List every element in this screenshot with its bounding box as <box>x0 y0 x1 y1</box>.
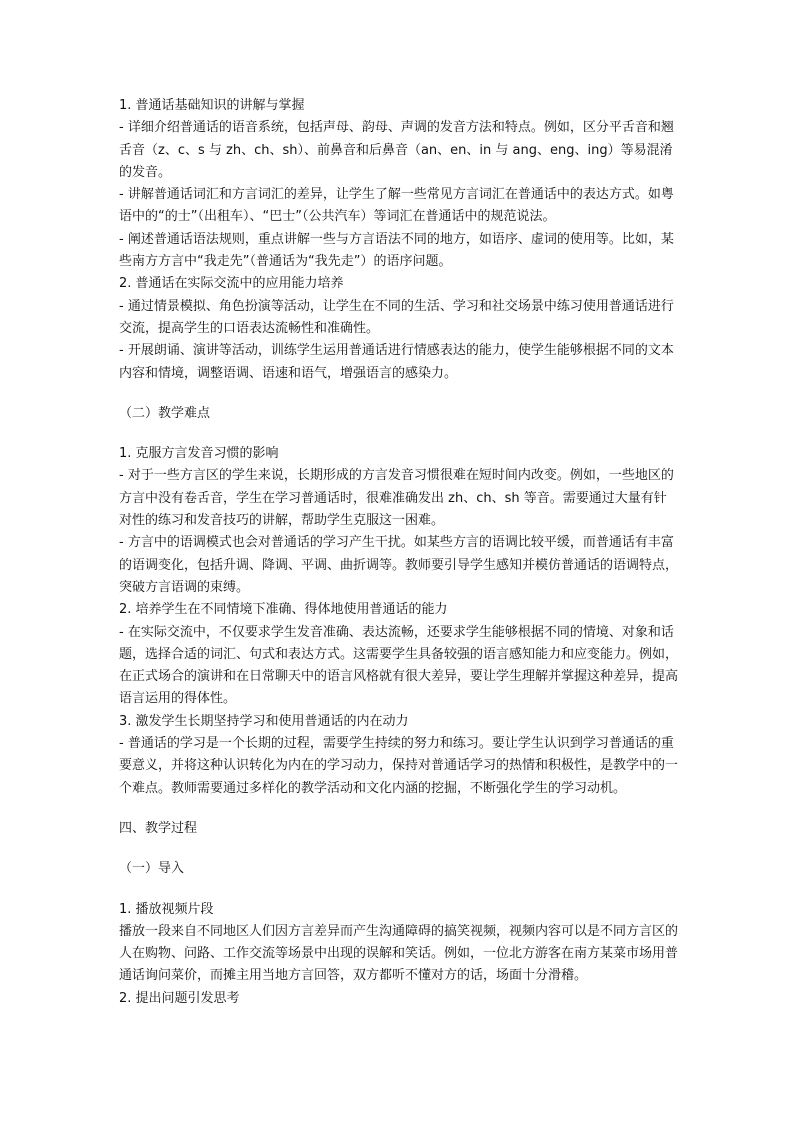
paragraph: 1. 播放视频片段 <box>119 901 214 917</box>
paragraph: 3. 激发学生长期坚持学习和使用普通话的内在动力 <box>119 713 409 729</box>
spacer <box>119 840 679 858</box>
paragraph: - 在实际交流中，不仅要求学生发音准确、表达流畅，还要求学生能够根据不同的情境、对象和话题，选择合适的词汇、句式和表达方式。这需要学生具备较强的语言感知能力和应变能力。例如，在正式场合的演讲和在日常聊天中的语言风格就有很大差异，要让学生理解并掌握这种差异，提高语言运用的得体性。 <box>119 624 679 707</box>
paragraph: 播放一段来自不同地区人们因方言差异而产生沟通障碍的搞笑视频，视频内容可以是不同方言区的人在购物、问路、工作交流等场景中出现的误解和笑话。例如，一位北方游客在南方某菜市场用普通话询问菜价，而摊主用当地方言回答，双方都听不懂对方的话，场面十分滑稽。 <box>119 923 679 984</box>
paragraph: - 阐述普通话语法规则，重点讲解一些与方言语法不同的地方，如语序、虚词的使用等。比如，某些南方方言中“我走先”（普通话为“我先走”）的语序问题。 <box>119 231 674 270</box>
spacer <box>119 385 679 403</box>
spacer <box>119 425 679 443</box>
section-heading: （二）教学难点 <box>119 405 211 421</box>
spacer <box>119 881 679 899</box>
paragraph: 2. 提出问题引发思考 <box>119 990 240 1006</box>
section-heading: （一）导入 <box>119 861 185 877</box>
paragraph: 2. 培养学生在不同情境下准确、得体地使用普通话的能力 <box>119 602 448 618</box>
paragraph: 2. 普通话在实际交流中的应用能力培养 <box>119 276 344 292</box>
section-heading: 四、教学过程 <box>119 820 198 836</box>
paragraph: 1. 克服方言发音习惯的影响 <box>119 446 279 462</box>
paragraph: - 普通话的学习是一个长期的过程，需要学生持续的努力和练习。要让学生认识到学习普通话的重要意义，并将这种认识转化为内在的学习动力，保持对普通话学习的热情和积极性，是教学中的一个难点。教师需要通过多样化的教学活动和文化内涵的挖掘，不断强化学生的学习动机。 <box>119 736 679 796</box>
paragraph: - 通过情景模拟、角色扮演等活动，让学生在不同的生活、学习和社交场景中练习使用普通话进行交流，提高学生的口语表达流畅性和准确性。 <box>119 298 674 336</box>
spacer <box>119 800 679 818</box>
paragraph: - 详细介绍普通话的语音系统，包括声母、韵母、声调的发音方法和特点。例如，区分平舌音和翘舌音（z、c、s 与 zh、ch、sh）、前鼻音和后鼻音（an、en、in 与 ang、eng、ing）等易混淆的发音。 <box>119 120 674 180</box>
paragraph: 1. 普通话基础知识的讲解与掌握 <box>119 98 305 113</box>
paragraph: - 讲解普通话词汇和方言词汇的差异，让学生了解一些常见方言词汇在普通话中的表达方式。如粤语中的“的士”（出租车）、“巴士”（公共汽车）等词汇在普通话中的规范说法。 <box>119 187 674 225</box>
document-page <box>119 95 679 1010</box>
paragraph: - 开展朗诵、演讲等活动，训练学生运用普通话进行情感表达的能力，使学生能够根据不同的文本内容和情境，调整语调、语速和语气，增强语言的感染力。 <box>119 343 674 381</box>
paragraph: - 对于一些方言区的学生来说，长期形成的方言发音习惯很难在短时间内改变。例如，一些地区的方言中没有卷舌音，学生在学习普通话时，很难准确发出 zh、ch、sh 等音。需要通过大量有针对性的练习和发音技巧的讲解，帮助学生克服这一困难。 <box>119 468 674 529</box>
paragraph: - 方言中的语调模式也会对普通话的学习产生干扰。如某些方言的语调比较平缓，而普通话有丰富的语调变化，包括升调、降调、平调、曲折调等。教师要引导学生感知并模仿普通话的语调特点，突破方言语调的束缚。 <box>119 535 679 595</box>
